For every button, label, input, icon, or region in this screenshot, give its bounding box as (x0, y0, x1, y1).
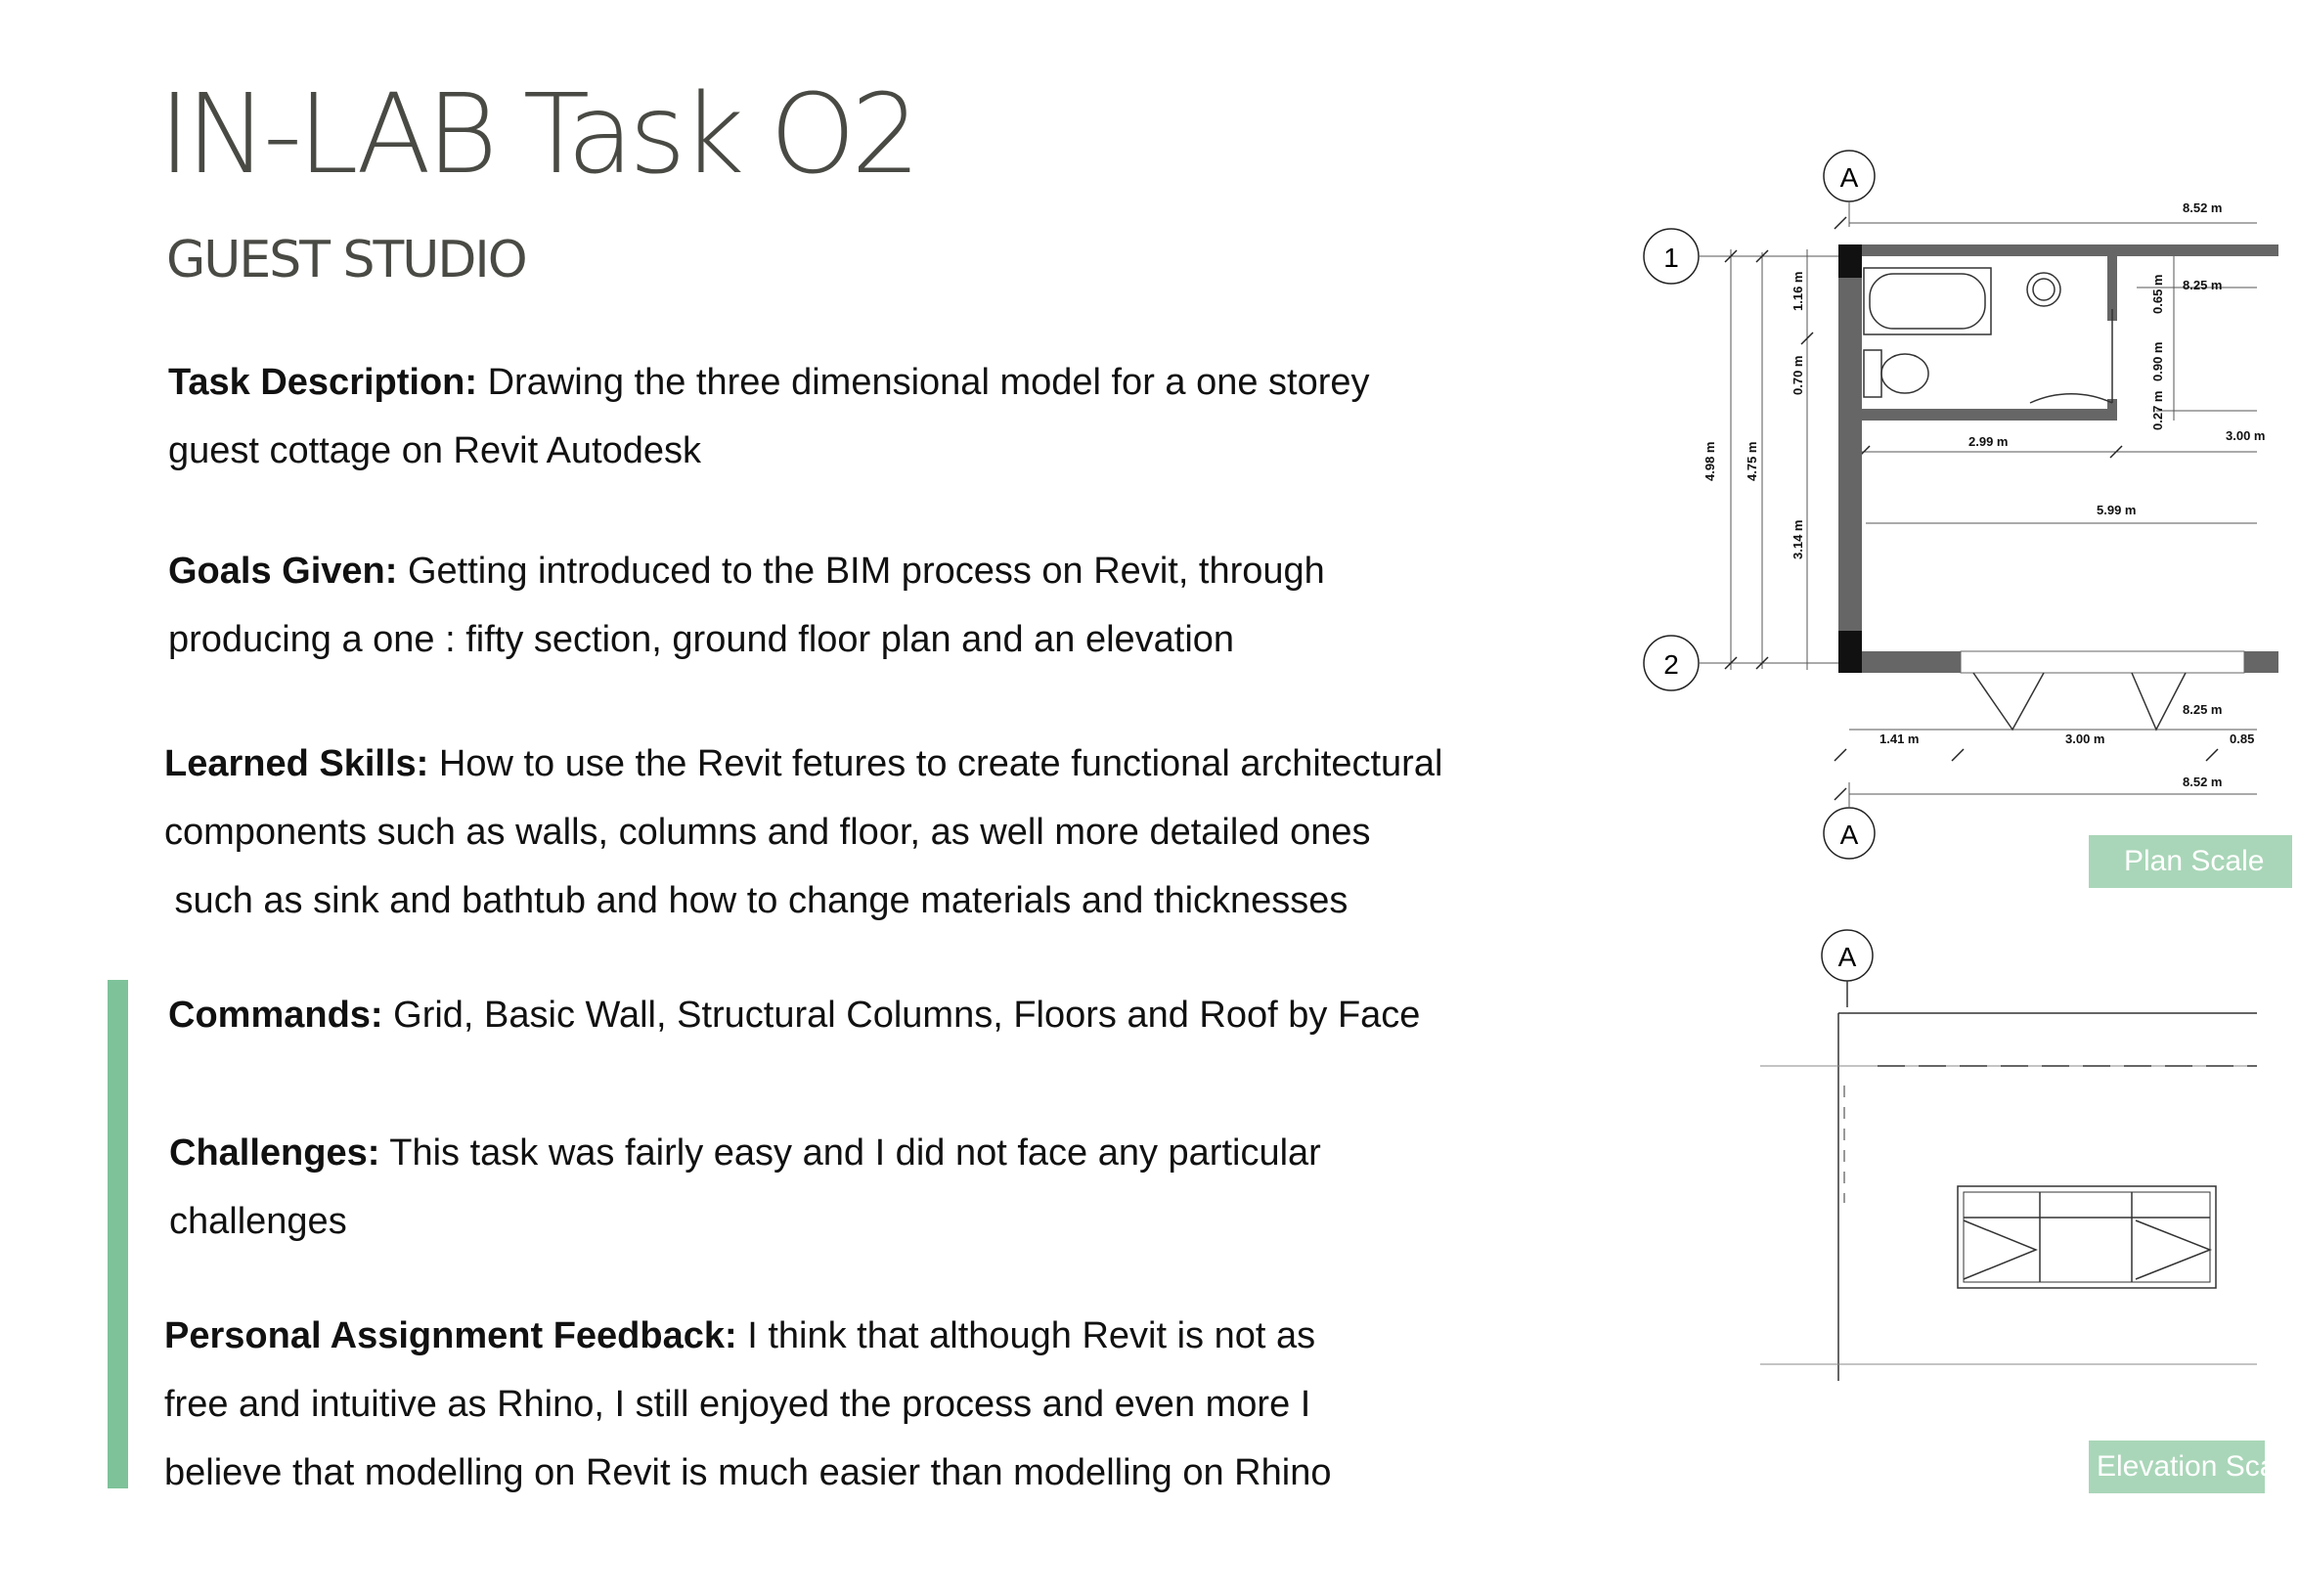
section-label: Learned Skills: (164, 743, 429, 784)
plan-dimension: 8.52 m (2183, 775, 2223, 789)
elevation-scale-tag: Elevation Scale (2089, 1441, 2265, 1493)
section-text: challenges (169, 1201, 347, 1242)
section-text: producing a one : fifty section, ground floor plan and an elevation (168, 619, 1235, 660)
learned-skills-section (164, 730, 1553, 935)
plan-dimension: 0.27 m (2150, 390, 2165, 430)
floor-plan-drawing (1584, 0, 2266, 1596)
section-text: believe that modelling on Revit is much easier than modelling on Rhino (164, 1452, 1332, 1493)
section-label: Task Description: (168, 362, 478, 403)
plan-dimension: 0.70 m (1791, 355, 1805, 395)
section-text: free and intuitive as Rhino, I still enjoyed the process and even more I (164, 1384, 1311, 1425)
page-title: IN-LAB Task O2 (158, 71, 916, 199)
section-text: This task was fairly easy and I did not face any particular (389, 1132, 1321, 1174)
plan-dimension: 8.25 m (2183, 278, 2223, 292)
plan-dimension: 0.85 (2230, 732, 2255, 746)
elevation-drawing (1760, 981, 2257, 1381)
grid-label-a-bottom: A (1839, 820, 1859, 850)
task-description-section (168, 348, 1557, 485)
plan-dimension: 3.14 m (1791, 519, 1805, 559)
drawings-panel (1584, 0, 2299, 1596)
section-text: I think that although Revit is not as (747, 1315, 1316, 1356)
plan-dimension: 4.75 m (1745, 441, 1759, 481)
section-label: Goals Given: (168, 551, 398, 592)
grid-label-a-top: A (1839, 162, 1859, 193)
section-text: Grid, Basic Wall, Structural Columns, Floors and Roof by Face (393, 995, 1421, 1036)
challenges-section (169, 1119, 1558, 1256)
plan-dimension: 0.90 m (2150, 341, 2165, 381)
plan-dimension: 3.00 m (2065, 732, 2105, 746)
plan-dimension: 1.16 m (1791, 271, 1805, 311)
elevation-grid-label: A (1837, 942, 1857, 972)
section-label: Commands: (168, 995, 383, 1036)
grid-label-2: 2 (1663, 649, 1679, 680)
plan-dimension: 1.41 m (1879, 732, 1920, 746)
plan-dimension: 0.65 m (2150, 274, 2165, 314)
section-text: Drawing the three dimensional model for a one storey (487, 362, 1370, 403)
plan-dimension: 8.25 m (2183, 702, 2223, 717)
page-subtitle: GUEST STUDIO (166, 231, 526, 289)
grid-label-1: 1 (1663, 243, 1679, 273)
commands-section (168, 981, 1557, 1049)
section-text: How to use the Revit fetures to create functional architectural (438, 743, 1443, 784)
section-label: Challenges: (169, 1132, 380, 1174)
goals-section (168, 537, 1557, 674)
plan-dimension: 3.00 m (2226, 428, 2266, 443)
plan-dimension: 4.98 m (1702, 441, 1717, 481)
section-text: Getting introduced to the BIM process on Revit, through (407, 551, 1325, 592)
plan-dimension: 8.52 m (2183, 200, 2223, 215)
section-text: guest cottage on Revit Autodesk (168, 430, 702, 471)
plan-dimension: 5.99 m (2097, 503, 2137, 517)
accent-bar (108, 980, 128, 1488)
section-text: components such as walls, columns and floor, as well more detailed ones (164, 812, 1371, 853)
plan-scale-tag: Plan Scale (2089, 835, 2292, 888)
section-text: such as sink and bathtub and how to change materials and thicknesses (164, 880, 1348, 921)
section-label: Personal Assignment Feedback: (164, 1315, 737, 1356)
plan-dimension: 2.99 m (1968, 434, 2009, 449)
feedback-section (164, 1302, 1553, 1507)
